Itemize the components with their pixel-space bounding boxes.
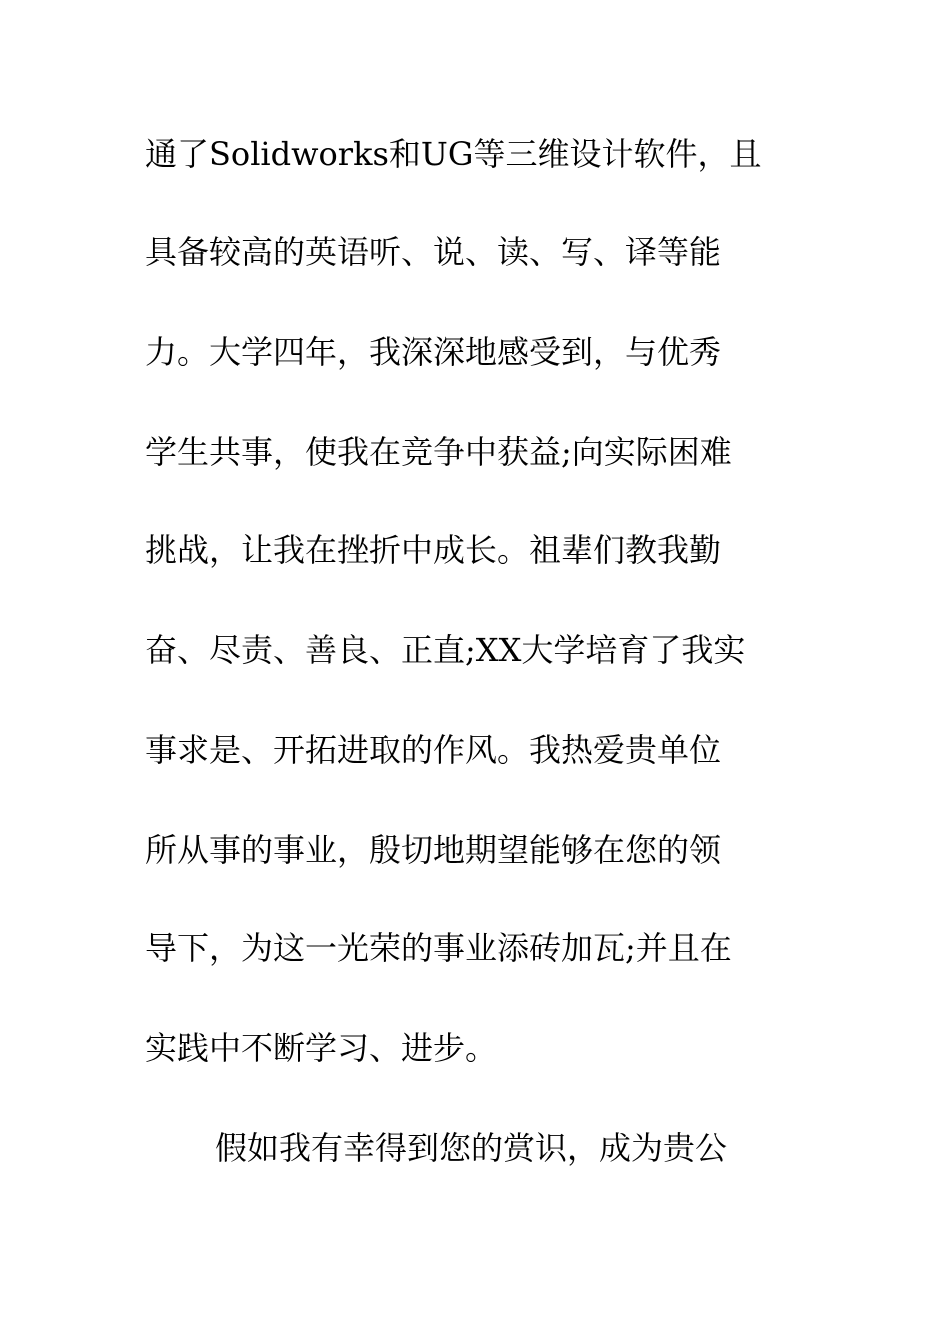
text-line: 实践中不断学习、进步。 [145, 1029, 498, 1067]
text-line: 导下，为这一光荣的事业添砖加瓦;并且在 [145, 929, 732, 967]
text-line: 奋、尽责、善良、正直;XX大学培育了我实 [145, 631, 746, 669]
text-line: 力。大学四年，我深深地感受到，与优秀 [145, 333, 722, 371]
text-line: 学生共事，使我在竞争中获益;向实际困难 [145, 433, 732, 471]
text-line: 所从事的事业，殷切地期望能够在您的领 [145, 831, 722, 869]
text-line: 事求是、开拓进取的作风。我热爱贵单位 [145, 731, 722, 769]
text-line: 具备较高的英语听、说、读、写、译等能 [145, 233, 722, 271]
text-line: 挑战，让我在挫折中成长。祖辈们教我勤 [145, 531, 722, 569]
paragraph-start-line: 假如我有幸得到您的赏识，成为贵公 [215, 1129, 728, 1167]
text-line: 通了Solidworks和UG等三维设计软件，且 [145, 135, 762, 173]
